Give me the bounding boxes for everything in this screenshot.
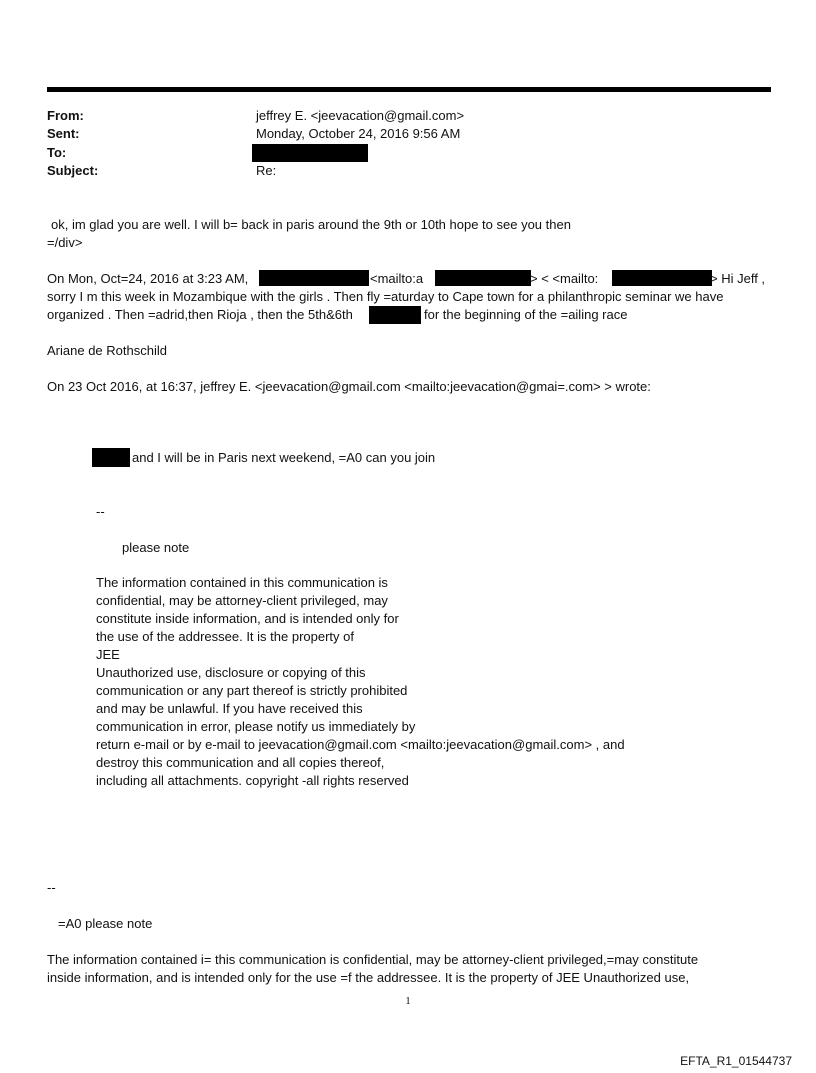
signature: Ariane de Rothschild bbox=[47, 343, 167, 358]
redaction-location bbox=[369, 306, 421, 324]
please-note-1: please note bbox=[122, 540, 190, 555]
quote-intro: On 23 Oct 2016, at 16:37, jeffrey E. <jeevacation@gmail.com <mailto:jeevacation@gmai=.com> > wrote: bbox=[47, 379, 651, 394]
footer-line-2: inside information, and is intended only for the use =f the addressee. It is the property of JEE Unauthorized use, bbox=[47, 970, 690, 985]
reply-intro-a: On Mon, Oct=24, 2016 at 3:23 AM, bbox=[47, 271, 249, 286]
disclaimer-line: including all attachments. copyright -all rights reserved bbox=[96, 773, 409, 788]
page-number: 1 bbox=[405, 995, 411, 1007]
reply-intro-d: > Hi Jeff , bbox=[710, 271, 766, 286]
please-note-2: =A0 please note bbox=[58, 916, 153, 931]
disclaimer-line: confidential, may be attorney-client privileged, may bbox=[96, 593, 388, 608]
redaction-name bbox=[92, 448, 130, 467]
reply-line-3a: organized . Then =adrid,then Rioja , then the 5th&6th bbox=[47, 307, 353, 322]
sent-label: Sent: bbox=[47, 126, 80, 141]
disclaimer-line: the use of the addressee. It is the property of bbox=[96, 629, 354, 644]
disclaimer-line: communication or any part thereof is strictly prohibited bbox=[96, 683, 408, 698]
document-id: EFTA_R1_01544737 bbox=[680, 1054, 792, 1068]
disclaimer-line: The information contained in this communication is bbox=[96, 575, 388, 590]
footer-line-1: The information contained i= this communication is confidential, may be attorney-client privileged,=may constitute bbox=[47, 952, 699, 967]
subject-value: Re: bbox=[256, 163, 277, 178]
reply-line-2: sorry I m this week in Mozambique with the girls . Then fly =aturday to Cape town for a philanthropic seminar we have bbox=[47, 289, 724, 304]
disclaimer-line: return e-mail or by e-mail to jeevacation@gmail.com <mailto:jeevacation@gmail.com> , and bbox=[96, 737, 625, 752]
reply-line-3b: for the beginning of the =ailing race bbox=[424, 307, 628, 322]
sent-value: Monday, October 24, 2016 9:56 AM bbox=[256, 126, 461, 141]
body-line-1: ok, im glad you are well. I will b= back in paris around the 9th or 10th hope to see you then bbox=[51, 217, 571, 232]
to-label: To: bbox=[47, 145, 67, 160]
redaction-mailto-1 bbox=[435, 270, 531, 286]
header-rule bbox=[47, 87, 771, 92]
disclaimer-line: JEE bbox=[96, 647, 120, 662]
disclaimer-line: communication in error, please notify us immediately by bbox=[96, 719, 416, 734]
redaction-mailto-2 bbox=[612, 270, 712, 286]
from-label: From: bbox=[47, 108, 84, 123]
from-value: jeffrey E. <jeevacation@gmail.com> bbox=[256, 108, 465, 123]
disclaimer-line: constitute inside information, and is intended only for bbox=[96, 611, 399, 626]
disclaimer-block bbox=[96, 574, 625, 790]
disclaimer-line: Unauthorized use, disclosure or copying of this bbox=[96, 665, 366, 680]
reply-intro-c: > < <mailto: bbox=[530, 271, 599, 286]
subject-label: Subject: bbox=[47, 163, 99, 178]
quoted-message: and I will be in Paris next weekend, =A0 can you join bbox=[132, 450, 436, 465]
disclaimer-line: and may be unlawful. If you have received this bbox=[96, 701, 363, 716]
dashes-1: -- bbox=[96, 504, 105, 519]
reply-intro-b: <mailto:a bbox=[370, 271, 424, 286]
dashes-2: -- bbox=[47, 880, 56, 895]
redaction-sender bbox=[259, 270, 369, 286]
body-line-2: =/div> bbox=[47, 235, 83, 250]
to-redaction bbox=[252, 144, 368, 162]
disclaimer-line: destroy this communication and all copies thereof, bbox=[96, 755, 385, 770]
